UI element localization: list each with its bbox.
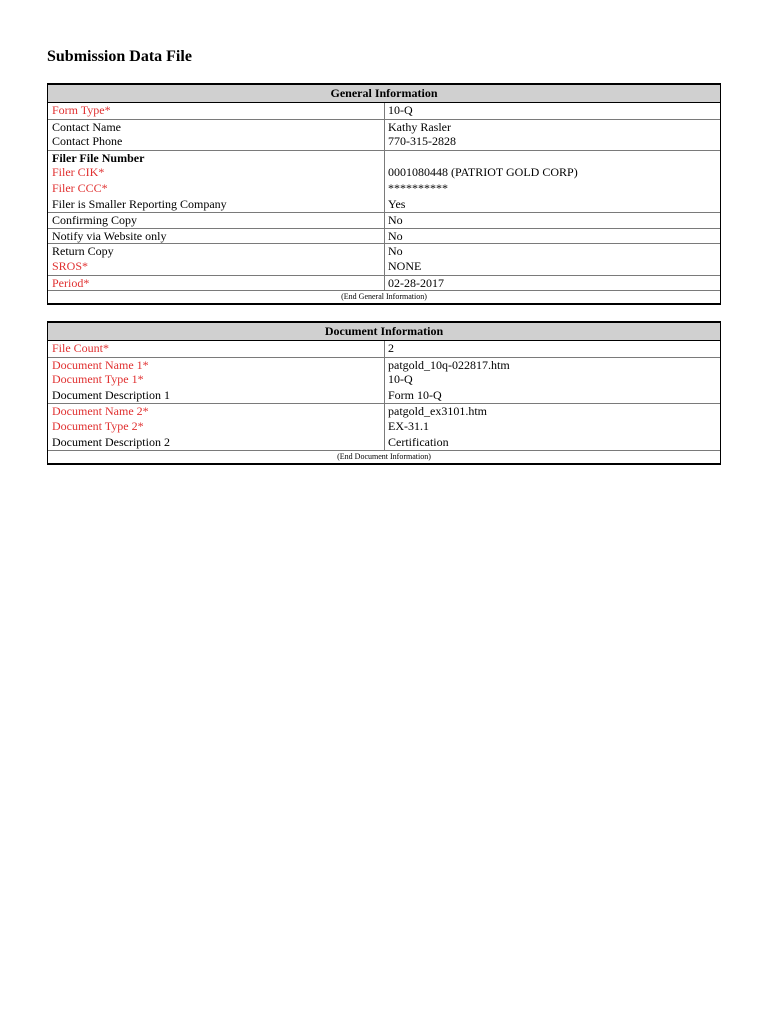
field-label: Period* <box>52 275 90 290</box>
field-label: Document Name 1* <box>52 357 149 372</box>
field-label: Document Description 1 <box>52 387 170 402</box>
field-value: Certification <box>384 435 720 451</box>
field-label: Return Copy <box>52 244 114 259</box>
table-row <box>48 357 720 373</box>
field-value <box>384 151 720 166</box>
field-value: Kathy Rasler <box>384 120 720 135</box>
table-row <box>48 403 720 419</box>
table-row <box>48 243 720 259</box>
field-value: Yes <box>384 197 720 213</box>
field-label: Document Type 2* <box>52 418 144 433</box>
field-value: Form 10-Q <box>384 388 720 404</box>
field-value: No <box>384 229 720 244</box>
document-information-footer: (End Document Information) <box>48 450 720 464</box>
document-information-rows <box>48 341 720 450</box>
table-row <box>48 165 720 181</box>
field-value: 770-315-2828 <box>384 134 720 150</box>
field-value: patgold_10q-022817.htm <box>384 358 720 373</box>
field-value: ********** <box>384 181 720 197</box>
table-row <box>48 134 720 150</box>
table-row <box>48 150 720 166</box>
field-label: Filer is Smaller Reporting Company <box>52 196 227 211</box>
table-row <box>48 341 720 357</box>
table-row <box>48 197 720 213</box>
table-row <box>48 419 720 435</box>
field-label: Confirming Copy <box>52 213 138 228</box>
document-information-header: Document Information <box>48 322 720 341</box>
field-label: Contact Name <box>52 119 121 134</box>
field-label: SROS* <box>52 258 89 273</box>
general-information-rows <box>48 103 720 290</box>
field-value: patgold_ex3101.htm <box>384 404 720 419</box>
page-title: Submission Data File <box>47 48 192 65</box>
field-label: Filer CIK* <box>52 165 105 180</box>
general-information-footer: (End General Information) <box>48 290 720 304</box>
field-label: Notify via Website only <box>52 228 167 243</box>
field-value: 0001080448 (PATRIOT GOLD CORP) <box>384 165 720 181</box>
field-value: NONE <box>384 259 720 275</box>
field-label: File Count* <box>52 341 110 355</box>
table-row <box>48 212 720 228</box>
field-label: Filer File Number <box>52 150 145 165</box>
field-value: 02-28-2017 <box>384 276 720 291</box>
table-row <box>48 119 720 135</box>
field-label: Document Description 2 <box>52 434 170 449</box>
table-row <box>48 181 720 197</box>
table-row <box>48 388 720 404</box>
field-value: No <box>384 213 720 228</box>
table-row <box>48 228 720 244</box>
field-label: Document Name 2* <box>52 404 149 419</box>
field-value: EX-31.1 <box>384 419 720 435</box>
field-value: 10-Q <box>384 103 720 119</box>
field-label: Contact Phone <box>52 134 123 149</box>
table-row <box>48 103 720 119</box>
table-row <box>48 259 720 275</box>
table-row <box>48 372 720 388</box>
field-label: Form Type* <box>52 103 111 117</box>
general-information-header: General Information <box>48 84 720 103</box>
field-label: Filer CCC* <box>52 180 108 195</box>
document-information-section <box>47 321 721 465</box>
general-information-section <box>47 83 721 305</box>
field-value: 2 <box>384 341 720 357</box>
table-row <box>48 275 720 291</box>
field-label: Document Type 1* <box>52 372 144 387</box>
field-value: No <box>384 244 720 259</box>
table-row <box>48 435 720 451</box>
field-value: 10-Q <box>384 372 720 388</box>
